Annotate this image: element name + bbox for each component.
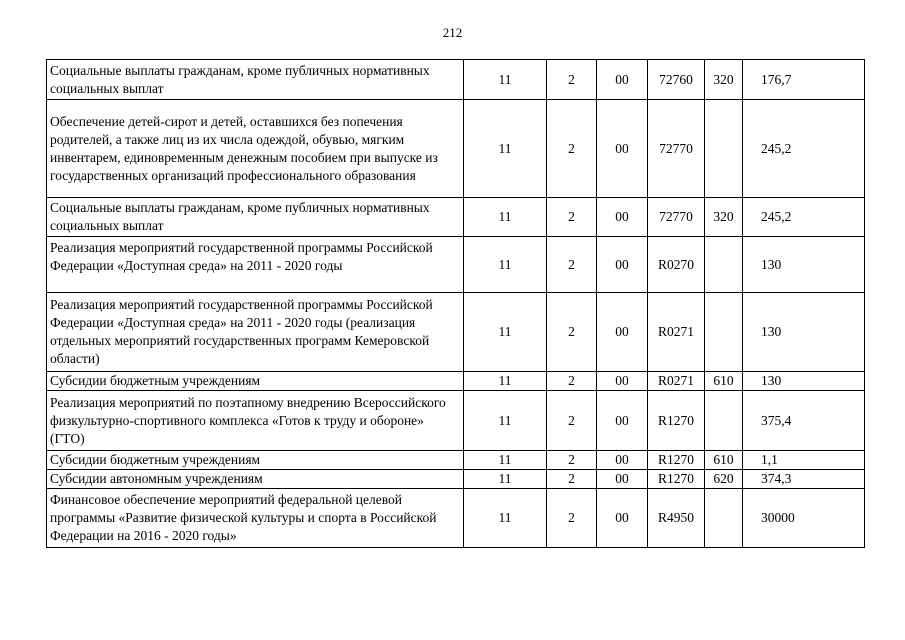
table-row [47,489,865,548]
item-code: 72770 [648,100,705,198]
section-code: 11 [464,293,547,372]
table-row [47,470,865,489]
item-code: R0271 [648,372,705,391]
table-row [47,60,865,100]
expense-type-code [705,100,743,198]
item-code: R1270 [648,451,705,470]
program-code: 00 [597,489,648,548]
row-description: Реализация мероприятий государственной программы Российской Федерации «Доступная среда» на 2011 - 2020 годы [47,237,464,293]
program-code: 00 [597,198,648,237]
program-code: 00 [597,391,648,451]
section-code: 11 [464,391,547,451]
amount: 130 [743,293,865,372]
row-description: Социальные выплаты гражданам, кроме публичных нормативных социальных выплат [47,60,464,100]
item-code: 72760 [648,60,705,100]
budget-table [46,59,865,548]
program-code: 00 [597,237,648,293]
subsection-code: 2 [547,100,597,198]
program-code: 00 [597,451,648,470]
table-row [47,293,865,372]
item-code: 72770 [648,198,705,237]
expense-type-code [705,237,743,293]
program-code: 00 [597,470,648,489]
subsection-code: 2 [547,470,597,489]
expense-type-code [705,391,743,451]
section-code: 11 [464,100,547,198]
item-code: R1270 [648,391,705,451]
subsection-code: 2 [547,198,597,237]
subsection-code: 2 [547,372,597,391]
table-row [47,451,865,470]
amount: 245,2 [743,198,865,237]
program-code: 00 [597,372,648,391]
subsection-code: 2 [547,293,597,372]
amount: 30000 [743,489,865,548]
section-code: 11 [464,451,547,470]
section-code: 11 [464,198,547,237]
section-code: 11 [464,372,547,391]
amount: 130 [743,237,865,293]
program-code: 00 [597,293,648,372]
page-number: 212 [442,25,463,40]
item-code: R1270 [648,470,705,489]
expense-type-code: 610 [705,372,743,391]
amount: 375,4 [743,391,865,451]
row-description: Социальные выплаты гражданам, кроме публичных нормативных социальных выплат [47,198,464,237]
item-code: R0271 [648,293,705,372]
expense-type-code: 320 [705,60,743,100]
row-description: Реализация мероприятий государственной программы Российской Федерации «Доступная среда» на 2011 - 2020 годы (реализация отдельных мероприятий государственных программ Кемеровской области) [47,293,464,372]
amount: 374,3 [743,470,865,489]
row-description: Субсидии бюджетным учреждениям [47,451,464,470]
row-description: Субсидии автономным учреждениям [47,470,464,489]
program-code: 00 [597,100,648,198]
table-row [47,391,865,451]
expense-type-code: 620 [705,470,743,489]
expense-type-code: 320 [705,198,743,237]
row-description: Реализация мероприятий по поэтапному внедрению Всероссийского физкультурно-спортивного комплекса «Готов к труду и обороне» (ГТО) [47,391,464,451]
subsection-code: 2 [547,489,597,548]
row-description: Финансовое обеспечение мероприятий федеральной целевой программы «Развитие физической культуры и спорта в Российской Федерации на 2016 - 2020 годы» [47,489,464,548]
section-code: 11 [464,237,547,293]
item-code: R0270 [648,237,705,293]
section-code: 11 [464,60,547,100]
amount: 176,7 [743,60,865,100]
subsection-code: 2 [547,391,597,451]
table-row [47,198,865,237]
table-row [47,372,865,391]
expense-type-code [705,293,743,372]
row-description: Субсидии бюджетным учреждениям [47,372,464,391]
amount: 1,1 [743,451,865,470]
table-row [47,237,865,293]
program-code: 00 [597,60,648,100]
expense-type-code [705,489,743,548]
amount: 245,2 [743,100,865,198]
section-code: 11 [464,489,547,548]
subsection-code: 2 [547,237,597,293]
subsection-code: 2 [547,451,597,470]
expense-type-code: 610 [705,451,743,470]
item-code: R4950 [648,489,705,548]
amount: 130 [743,372,865,391]
section-code: 11 [464,470,547,489]
table-row [47,100,865,198]
row-description: Обеспечение детей-сирот и детей, оставшихся без попечения родителей, а также лиц из их числа одеждой, обувью, мягким инвентарем, единовременным денежным пособием при выпуске из государственных организаций профессионального образования [47,100,464,198]
subsection-code: 2 [547,60,597,100]
